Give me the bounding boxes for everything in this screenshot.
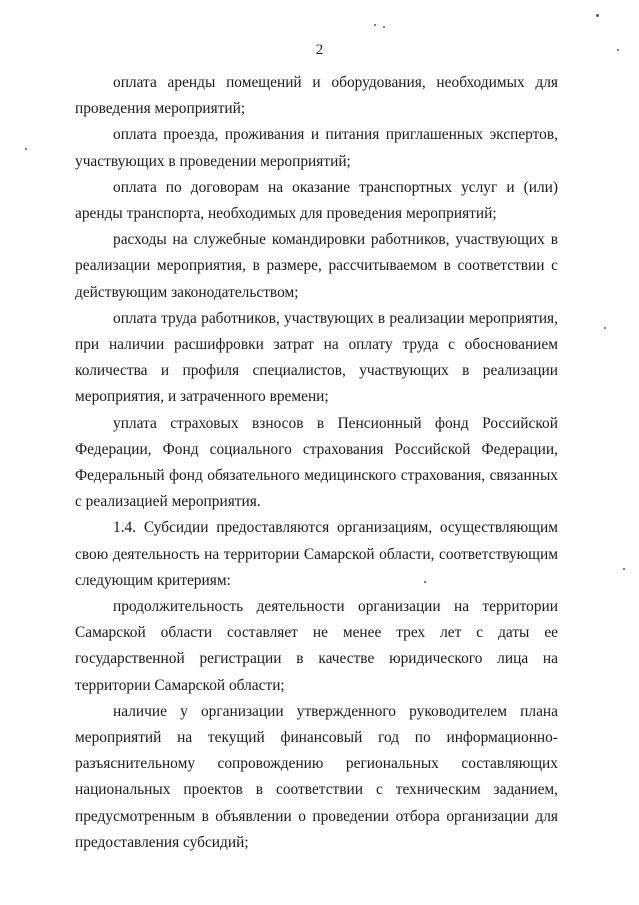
scan-speck: [383, 26, 385, 28]
paragraph-business-trips: расходы на служебные командировки работников, участвующих в реализации мероприятия, в размере, рассчитываемом в соответствии с действующим законодательством;: [75, 231, 558, 301]
scan-speck: [374, 24, 376, 26]
paragraph-labor-costs: оплата труда работников, участвующих в реализации мероприятия, при наличии расшифровки затрат на оплату труда с обоснованием количества и профиля специалистов, участвующих в реализации мероприятия, и затраченного времени;: [75, 309, 558, 406]
paragraph-insurance-contributions: уплата страховых взносов в Пенсионный фонд Российской Федерации, Фонд социального страхования Российской Федерации, Федеральный фонд обязательного медицинского страхования, связанных с реализацией мероприятия.: [75, 414, 558, 511]
paragraph-section-1-4: 1.4. Субсидии предоставляются организациям, осуществляющим свою деятельность на территории Самарской области, соответствующим следующим критериям:: [75, 519, 558, 589]
scan-speck: [604, 327, 606, 329]
paragraph-transport-costs: оплата по договорам на оказание транспортных услуг и (или) аренды транспорта, необходимых для проведения мероприятий;: [75, 178, 558, 223]
document-body: [75, 70, 558, 856]
paragraph-criterion-duration: продолжительность деятельности организации на территории Самарской области составляет не менее трех лет с даты ее государственной регистрации в качестве юридического лица на территории Самарской области;: [75, 598, 558, 694]
scan-speck: [25, 148, 27, 150]
scan-speck: [596, 14, 599, 17]
paragraph-expert-costs: оплата проезда, проживания и питания приглашенных экспертов, участвующих в проведении мероприятий;: [75, 126, 558, 170]
page-number: 2: [315, 42, 324, 58]
paragraph-rent-costs: оплата аренды помещений и оборудования, необходимых для проведения мероприятий;: [75, 74, 558, 118]
paragraph-criterion-plan: наличие у организации утвержденного руководителем плана мероприятий на текущий финансовый год по информационно-разъяснительному сопровождению региональных составляющих национальных проектов в соответствии с техническим заданием, предусмотренным в объявлении о проведении отбора организации для предоставления субсидий;: [75, 702, 558, 851]
scan-speck: [623, 568, 625, 570]
